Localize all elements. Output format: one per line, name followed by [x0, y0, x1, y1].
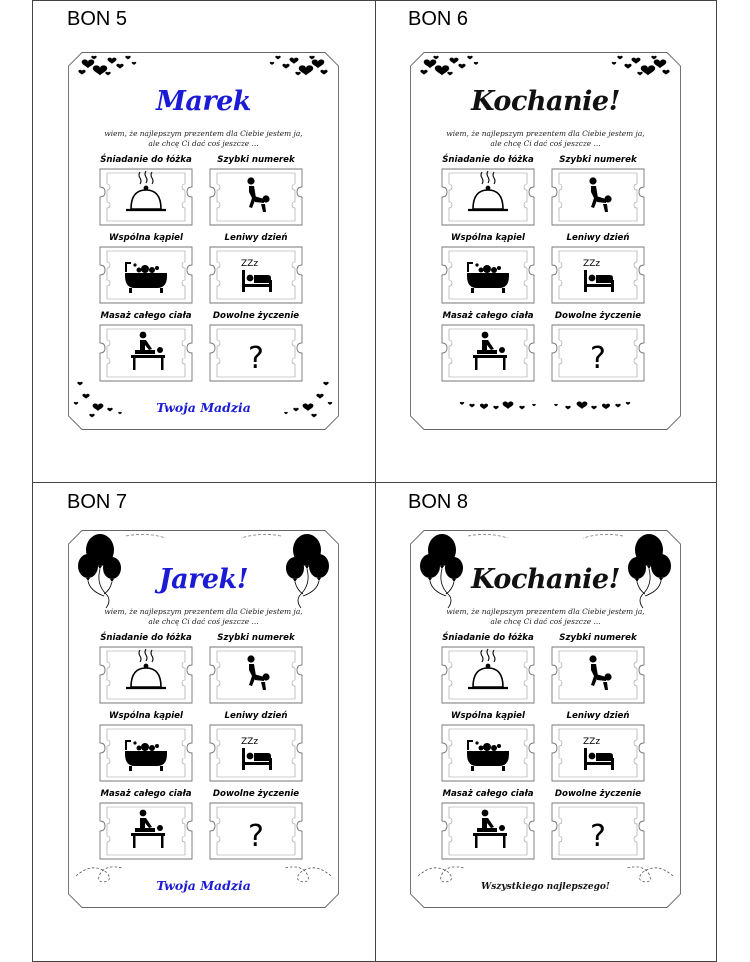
voucher-label: Masaż całego ciała	[442, 789, 534, 799]
voucher-ticket	[551, 802, 645, 860]
subtitle-line: wiem, że najlepszym prezentem dla Ciebie jestem ja,	[446, 607, 645, 616]
card-signature: Twoja Madzia	[156, 878, 251, 893]
voucher-label: Dowolne życzenie	[554, 311, 642, 321]
card-signature: Wszystkiego najlepszego!	[481, 882, 610, 892]
voucher-card	[410, 52, 681, 430]
voucher-ticket	[551, 168, 645, 226]
subtitle-line: wiem, że najlepszym prezentem dla Ciebie jestem ja,	[104, 129, 303, 138]
voucher-card	[410, 530, 681, 908]
question-mark-icon: ?	[590, 341, 606, 376]
voucher-ticket	[99, 168, 193, 226]
horizontal-divider	[33, 482, 716, 483]
voucher-label: Masaż całego ciała	[100, 311, 192, 321]
voucher-label: Śniadanie do łóżka	[100, 155, 192, 165]
card-title: Kochanie!	[471, 86, 620, 117]
voucher-label: Leniwy dzień	[224, 233, 288, 243]
card-title: Marek	[156, 86, 251, 117]
bon-label: BON 7	[67, 491, 128, 513]
voucher-label: Dowolne życzenie	[212, 789, 300, 799]
vertical-divider	[375, 1, 376, 961]
voucher-ticket	[209, 168, 303, 226]
voucher-ticket	[99, 646, 193, 704]
voucher-ticket	[441, 646, 535, 704]
voucher-label: Wspólna kąpiel	[451, 233, 525, 243]
card-subtitle	[98, 129, 309, 149]
voucher-label: Leniwy dzień	[566, 233, 630, 243]
card-title: Jarek!	[158, 564, 249, 595]
voucher-label: Śniadanie do łóżka	[442, 633, 534, 643]
voucher-label: Szybki numerek	[559, 633, 637, 643]
voucher-ticket	[441, 324, 535, 382]
svg-text:ZZz: ZZz	[241, 259, 259, 269]
voucher-label: Śniadanie do łóżka	[100, 633, 192, 643]
card-subtitle	[440, 607, 651, 627]
voucher-label: Wspólna kąpiel	[451, 711, 525, 721]
voucher-ticket	[441, 802, 535, 860]
voucher-label: Szybki numerek	[217, 155, 295, 165]
voucher-label: Szybki numerek	[559, 155, 637, 165]
voucher-ticket	[551, 246, 645, 304]
voucher-ticket	[441, 168, 535, 226]
card-title: Kochanie!	[471, 564, 620, 595]
voucher-ticket	[99, 724, 193, 782]
voucher-label: Śniadanie do łóżka	[442, 155, 534, 165]
voucher-ticket	[441, 724, 535, 782]
question-mark-icon: ?	[590, 819, 606, 854]
subtitle-line: ale chcę Ci dać coś jeszcze ...	[148, 139, 259, 148]
voucher-ticket	[551, 724, 645, 782]
voucher-label: Leniwy dzień	[566, 711, 630, 721]
subtitle-line: wiem, że najlepszym prezentem dla Ciebie jestem ja,	[104, 607, 303, 616]
subtitle-line: wiem, że najlepszym prezentem dla Ciebie jestem ja,	[446, 129, 645, 138]
voucher-ticket	[209, 246, 303, 304]
card-subtitle	[440, 129, 651, 149]
voucher-card	[68, 530, 339, 908]
bon-label: BON 6	[408, 8, 469, 30]
card-subtitle	[98, 607, 309, 627]
voucher-ticket	[209, 324, 303, 382]
voucher-card	[68, 52, 339, 430]
subtitle-line: ale chcę Ci dać coś jeszcze ...	[148, 617, 259, 626]
voucher-ticket	[551, 646, 645, 704]
svg-text:ZZz: ZZz	[583, 737, 601, 747]
voucher-ticket	[209, 802, 303, 860]
question-mark-icon: ?	[248, 819, 264, 854]
voucher-label: Masaż całego ciała	[442, 311, 534, 321]
svg-text:ZZz: ZZz	[241, 737, 259, 747]
bon-label: BON 5	[67, 8, 128, 30]
voucher-label: Szybki numerek	[217, 633, 295, 643]
svg-text:ZZz: ZZz	[583, 259, 601, 269]
voucher-label: Leniwy dzień	[224, 711, 288, 721]
voucher-label: Dowolne życzenie	[554, 789, 642, 799]
voucher-ticket	[551, 324, 645, 382]
voucher-label: Masaż całego ciała	[100, 789, 192, 799]
voucher-label: Dowolne życzenie	[212, 311, 300, 321]
bon-label: BON 8	[408, 491, 469, 513]
question-mark-icon: ?	[248, 341, 264, 376]
voucher-ticket	[99, 802, 193, 860]
voucher-ticket	[99, 246, 193, 304]
voucher-ticket	[209, 646, 303, 704]
voucher-label: Wspólna kąpiel	[109, 711, 183, 721]
voucher-ticket	[209, 724, 303, 782]
voucher-label: Wspólna kąpiel	[109, 233, 183, 243]
card-signature: Twoja Madzia	[156, 400, 251, 415]
voucher-ticket	[441, 246, 535, 304]
voucher-ticket	[99, 324, 193, 382]
subtitle-line: ale chcę Ci dać coś jeszcze ...	[490, 139, 601, 148]
subtitle-line: ale chcę Ci dać coś jeszcze ...	[490, 617, 601, 626]
